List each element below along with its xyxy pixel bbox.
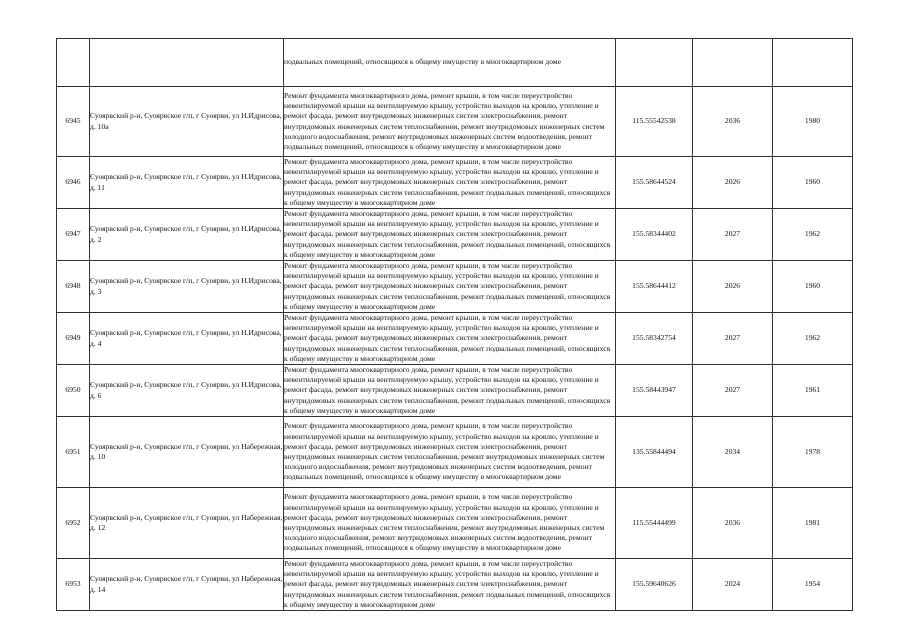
row-year-built: 1961 [773, 365, 853, 417]
row-year-plan: 2036 [693, 87, 773, 157]
row-address: Суоярвский р-н, Суоярвское г/п, г Суоярви, ул Набережная, д. 10 [90, 417, 284, 488]
table-row [57, 157, 853, 209]
row-address: Суоярвский р-н, Суоярвское г/п, г Суоярви, ул Набережная, д. 14 [90, 559, 284, 611]
table-row [57, 261, 853, 313]
row-year-built: 1981 [773, 488, 853, 559]
row-number: 6950 [57, 365, 90, 417]
table-row [57, 417, 853, 488]
row-year-plan: 2026 [693, 157, 773, 209]
row-value: 155.58342754 [616, 313, 693, 365]
row-year-built: 1954 [773, 559, 853, 611]
row-year-plan: 2027 [693, 313, 773, 365]
row-year-plan: 2027 [693, 209, 773, 261]
register-table [56, 38, 853, 611]
row-year-built: 1962 [773, 313, 853, 365]
row-year-plan: 2034 [693, 417, 773, 488]
row-address: Суоярвский р-н, Суоярвское г/п, г Суоярви, ул Н.Идрисова, д. 10а [90, 87, 284, 157]
row-year-built: 1962 [773, 209, 853, 261]
row-works-text: Ремонт фундамента многоквартирного дома, ремонт крыши, в том числе переустройство невентилируемой крыши на вентилируемую крышу, устройство выходов на кровлю, утепление и ремонт фасада, ремонт внутридомовых инженерных систем электроснабжения, ремонт внутридомовых инженерных систем теплоснабжения, ремонт подвальных помещений, относящихся к общему имуществу в многоквартирном доме [284, 261, 611, 311]
row-works-text: Ремонт фундамента многоквартирного дома, ремонт крыши, в том числе переустройство невентилируемой крыши на вентилируемую крышу, устройство выходов на кровлю, утепление и ремонт фасада, ремонт внутридомовых инженерных систем электроснабжения, ремонт внутридомовых инженерных систем теплоснабжения, ремонт внутридомовых инженерных систем холодного водоснабжения, ремонт внутридомовых инженерных систем водоотведения, ремонт подвальных помещений, относящихся к общему имуществу в многоквартирном доме [284, 90, 605, 151]
row-number: 6952 [57, 488, 90, 559]
row-address: Суоярвский р-н, Суоярвское г/п, г Суоярви, ул Набережная, д. 12 [90, 488, 284, 559]
table-row [57, 87, 853, 157]
row-works-text: Ремонт фундамента многоквартирного дома, ремонт крыши, в том числе переустройство невентилируемой крыши на вентилируемую крышу, устройство выходов на кровлю, утепление и ремонт фасада, ремонт внутридомовых инженерных систем электроснабжения, ремонт внутридомовых инженерных систем теплоснабжения, ремонт подвальных помещений, относящихся к общему имуществу в многоквартирном доме [284, 157, 611, 207]
table-row [57, 313, 853, 365]
row-works [284, 261, 616, 313]
row-year-plan: 2026 [693, 261, 773, 313]
row-number: 6947 [57, 209, 90, 261]
row-works-text: Ремонт фундамента многоквартирного дома, ремонт крыши, в том числе переустройство невентилируемой крыши на вентилируемую крышу, устройство выходов на кровлю, утепление и ремонт фасада, ремонт внутридомовых инженерных систем электроснабжения, ремонт внутридомовых инженерных систем теплоснабжения, ремонт подвальных помещений, относящихся к общему имуществу в многоквартирном доме [284, 365, 611, 415]
row-address: Суоярвский р-н, Суоярвское г/п, г Суоярви, ул Н.Идрисова, д. 11 [90, 157, 284, 209]
row-works [284, 417, 616, 488]
row-works [284, 87, 616, 157]
row-address: Суоярвский р-н, Суоярвское г/п, г Суоярви, ул Н.Идрисова, д. 3 [90, 261, 284, 313]
row-works [284, 365, 616, 417]
row-value: 155.59640626 [616, 559, 693, 611]
row-number [57, 39, 90, 87]
row-works-text: Ремонт фундамента многоквартирного дома, ремонт крыши, в том числе переустройство невентилируемой крыши на вентилируемую крышу, устройство выходов на кровлю, утепление и ремонт фасада, ремонт внутридомовых инженерных систем электроснабжения, ремонт внутридомовых инженерных систем теплоснабжения, ремонт внутридомовых инженерных систем холодного водоснабжения, ремонт внутридомовых инженерных систем водоотведения, ремонт подвальных помещений, относящихся к общему имуществу в многоквартирном доме [284, 421, 605, 482]
row-value [616, 39, 693, 87]
row-year-plan: 2036 [693, 488, 773, 559]
row-address [90, 39, 284, 87]
row-number: 6946 [57, 157, 90, 209]
row-number: 6948 [57, 261, 90, 313]
row-address: Суоярвский р-н, Суоярвское г/п, г Суоярви, ул Н.Идрисова, д. 4 [90, 313, 284, 365]
row-number: 6945 [57, 87, 90, 157]
row-address: Суоярвский р-н, Суоярвское г/п, г Суоярви, ул Н.Идрисова, д. 6 [90, 365, 284, 417]
row-year-built: 1978 [773, 417, 853, 488]
table-row [57, 365, 853, 417]
row-year-built: 1960 [773, 157, 853, 209]
row-works [284, 488, 616, 559]
row-year-built: 1960 [773, 261, 853, 313]
row-works [284, 313, 616, 365]
register-table-body [57, 39, 853, 611]
row-year-plan [693, 39, 773, 87]
row-value: 115.55542538 [616, 87, 693, 157]
table-row [57, 488, 853, 559]
row-year-built [773, 39, 853, 87]
row-value: 155.58644412 [616, 261, 693, 313]
row-works-text: Ремонт фундамента многоквартирного дома, ремонт крыши, в том числе переустройство невентилируемой крыши на вентилируемую крышу, устройство выходов на кровлю, утепление и ремонт фасада, ремонт внутридомовых инженерных систем электроснабжения, ремонт внутридомовых инженерных систем теплоснабжения, ремонт внутридомовых инженерных систем холодного водоснабжения, ремонт внутридомовых инженерных систем водоотведения, ремонт подвальных помещений, относящихся к общему имуществу в многоквартирном доме [284, 492, 605, 553]
row-works-text: Ремонт фундамента многоквартирного дома, ремонт крыши, в том числе переустройство невентилируемой крыши на вентилируемую крышу, устройство выходов на кровлю, утепление и ремонт фасада, ремонт внутридомовых инженерных систем электроснабжения, ремонт внутридомовых инженерных систем теплоснабжения, ремонт подвальных помещений, относящихся к общему имуществу в многоквартирном доме [284, 559, 611, 609]
row-number: 6951 [57, 417, 90, 488]
row-works-text: подвальных помещений, относящихся к общему имуществу в многоквартирном доме [284, 57, 561, 67]
row-address: Суоярвский р-н, Суоярвское г/п, г Суоярви, ул Н.Идрисова, д. 2 [90, 209, 284, 261]
row-value: 115.55444499 [616, 488, 693, 559]
row-value: 155.58644524 [616, 157, 693, 209]
row-works-text: Ремонт фундамента многоквартирного дома, ремонт крыши, в том числе переустройство невентилируемой крыши на вентилируемую крышу, устройство выходов на кровлю, утепление и ремонт фасада, ремонт внутридомовых инженерных систем электроснабжения, ремонт внутридомовых инженерных систем теплоснабжения, ремонт подвальных помещений, относящихся к общему имуществу в многоквартирном доме [284, 313, 611, 363]
row-works [284, 209, 616, 261]
table-row [57, 209, 853, 261]
row-works [284, 559, 616, 611]
row-year-built: 1980 [773, 87, 853, 157]
row-year-plan: 2024 [693, 559, 773, 611]
row-value: 155.58443947 [616, 365, 693, 417]
row-year-plan: 2027 [693, 365, 773, 417]
row-number: 6949 [57, 313, 90, 365]
row-value: 155.58344402 [616, 209, 693, 261]
table-row [57, 559, 853, 611]
row-works-text: Ремонт фундамента многоквартирного дома, ремонт крыши, в том числе переустройство невентилируемой крыши на вентилируемую крышу, устройство выходов на кровлю, утепление и ремонт фасада, ремонт внутридомовых инженерных систем электроснабжения, ремонт внутридомовых инженерных систем теплоснабжения, ремонт подвальных помещений, относящихся к общему имуществу в многоквартирном доме [284, 209, 611, 259]
row-value: 135.55844494 [616, 417, 693, 488]
table-row [57, 39, 853, 87]
row-works [284, 157, 616, 209]
row-works [284, 39, 616, 87]
row-number: 6953 [57, 559, 90, 611]
